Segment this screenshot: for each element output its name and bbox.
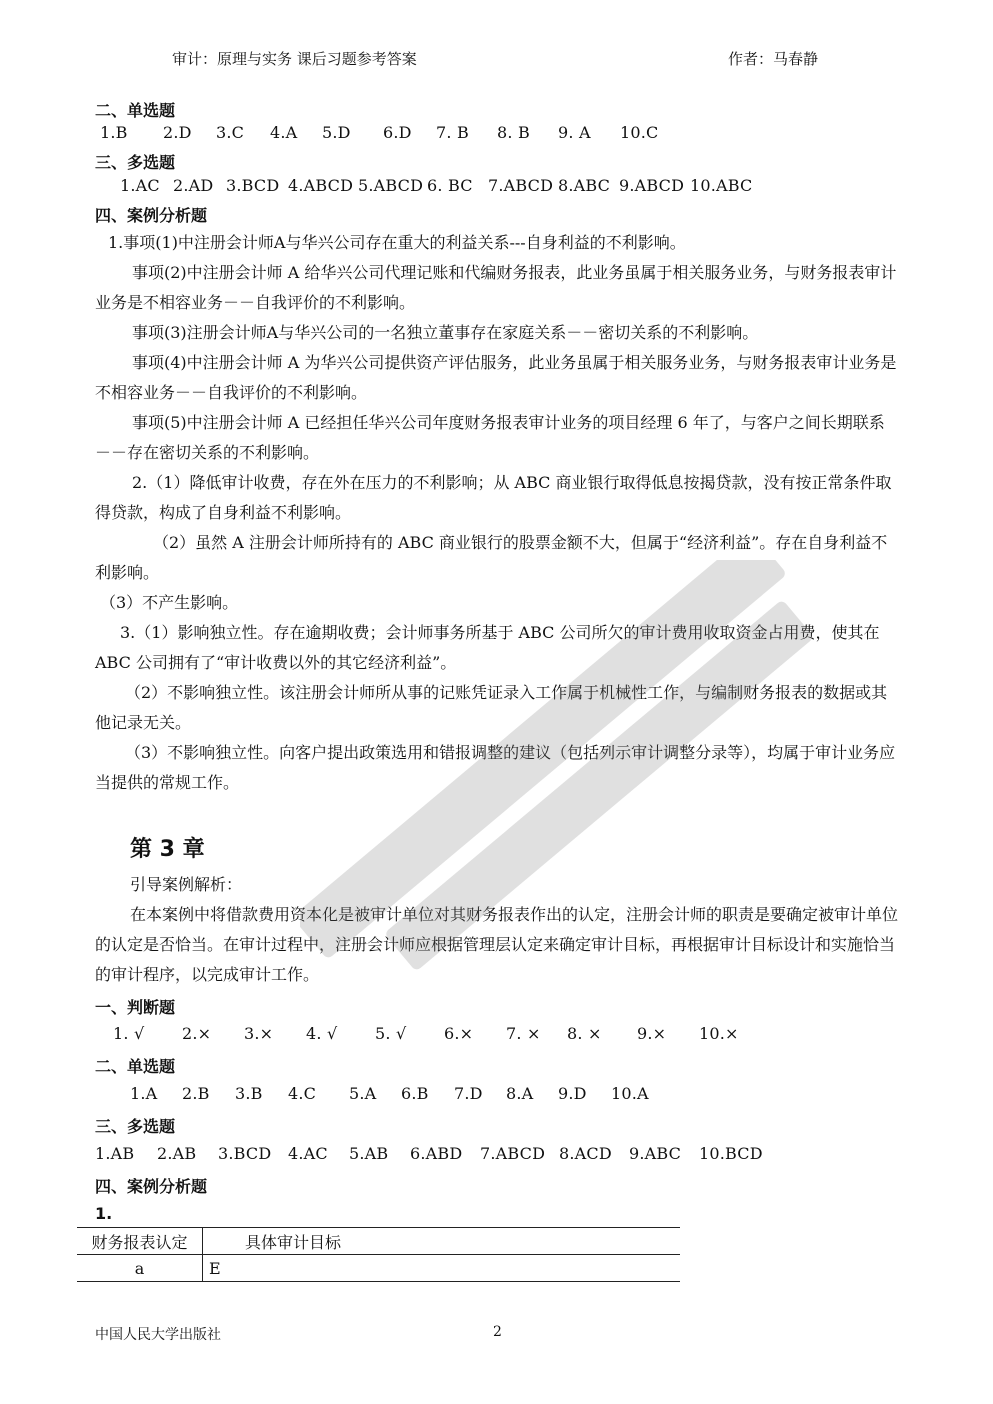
case2-item1: 2.（1）降低审计收费，存在外在压力的不利影响；从 ABC 商业银行取得低息按揭贷款，没有按正常条件取得贷款，构成了自身利益不利影响。 (95, 473, 892, 522)
answer: 1.AB (95, 1144, 135, 1163)
case3-item2: （2）不影响独立性。该注册会计师所从事的记账凭证录入工作属于机械性工作，与编制财务报表的数据或其他记录无关。 (95, 683, 888, 732)
answer: 3.BCD (218, 1144, 272, 1163)
answer: 10.A (611, 1084, 649, 1103)
chapter-title: 第 3 章 (130, 837, 205, 862)
case2-item2: （2）虽然 A 注册会计师所持有的 ABC 商业银行的股票金额不大，但属于“经济利益”。存在自身利益不利影响。 (95, 533, 888, 582)
answer: 8. B (497, 123, 530, 142)
answer: 7.ABCD (480, 1144, 546, 1163)
header-title: 审计：原理与实务 课后习题参考答案 (172, 50, 417, 68)
answer: 8.A (506, 1084, 534, 1103)
table-row (77, 1255, 680, 1282)
case1-item2: 事项(2)中注册会计师 A 给华兴公司代理记账和代编财务报表，此业务虽属于相关服务业务，与财务报表审计业务是不相容业务－－自我评价的不利影响。 (95, 263, 897, 312)
answer: 8. × (567, 1024, 602, 1043)
intro-label: 引导案例解析： (130, 875, 243, 894)
answer: 7.ABCD (488, 176, 554, 195)
answer: 2.B (182, 1084, 210, 1103)
answer: 2.AB (157, 1144, 197, 1163)
section-case-analysis: 四、案例分析题 (95, 206, 208, 225)
table-header-row (77, 1228, 680, 1255)
page-number: 2 (493, 1324, 502, 1340)
answer: 9. A (558, 123, 591, 142)
assertion-table (77, 1227, 680, 1282)
answer: 6.B (401, 1084, 429, 1103)
answer: 7.D (454, 1084, 483, 1103)
answer: 5.D (322, 123, 351, 142)
answer: 5.ABCD (358, 176, 424, 195)
section-single-choice-ch3: 二、单选题 (95, 1057, 176, 1076)
answer: 5.A (349, 1084, 377, 1103)
case1-item5: 事项(5)中注册会计师 A 已经担任华兴公司年度财务报表审计业务的项目经理 6 年了，与客户之间长期联系－－存在密切关系的不利影响。 (95, 413, 885, 462)
intro-text: 在本案例中将借款费用资本化是被审计单位对其财务报表作出的认定，注册会计师的职责是要确定被审计单位的认定是否恰当。在审计过程中，注册会计师应根据管理层认定来确定审计目标，再根据审计目标设计和实施恰当的审计程序，以完成审计工作。 (95, 905, 899, 984)
answer: 10.BCD (699, 1144, 763, 1163)
answer: 4.AC (288, 1144, 328, 1163)
answer: 10.ABC (690, 176, 753, 195)
answer: 10.C (620, 123, 659, 142)
answer: 1.AC (120, 176, 160, 195)
answer: 6.ABD (410, 1144, 463, 1163)
answer: 6.× (444, 1024, 474, 1043)
answer: 3.C (216, 123, 245, 142)
answer: 5.AB (349, 1144, 389, 1163)
answer: 2.D (163, 123, 192, 142)
case1-item1: 1.事项(1)中注册会计师A与华兴公司存在重大的利益关系---自身利益的不利影响。 (108, 233, 686, 252)
table-header-cell: 财务报表认定 (77, 1228, 203, 1255)
section-multi-choice-ch3: 三、多选题 (95, 1117, 176, 1136)
answer: 3.BCD (226, 176, 280, 195)
case-number: 1. (95, 1204, 113, 1223)
answer: 10.× (699, 1024, 739, 1043)
answer: 9.ABC (629, 1144, 682, 1163)
case2-item3: （3）不产生影响。 (100, 593, 239, 612)
answer: 8.ACD (559, 1144, 612, 1163)
case1-item3: 事项(3)注册会计师A与华兴公司的一名独立董事存在家庭关系－－密切关系的不利影响。 (132, 323, 759, 342)
case3-item1: 3.（1）影响独立性。存在逾期收费；会计师事务所基于 ABC 公司所欠的审计费用收取资金占用费，使其在 ABC 公司拥有了“审计收费以外的其它经济利益”。 (95, 623, 880, 672)
answer: 9.× (637, 1024, 667, 1043)
answer: 2.AD (173, 176, 214, 195)
answer: 7. × (506, 1024, 541, 1043)
answer: 5. √ (375, 1024, 407, 1043)
answer: 4. √ (306, 1024, 338, 1043)
answer: 4.ABCD (288, 176, 354, 195)
table-cell: a (77, 1255, 203, 1282)
answer: 1.B (100, 123, 128, 142)
answer: 1. √ (113, 1024, 145, 1043)
answer: 3.× (244, 1024, 274, 1043)
answer: 2.× (182, 1024, 212, 1043)
section-multi-choice: 三、多选题 (95, 153, 176, 172)
section-single-choice: 二、单选题 (95, 101, 176, 120)
answer: 4.C (288, 1084, 317, 1103)
table-header-cell: 具体审计目标 (203, 1228, 681, 1255)
table-cell: E (203, 1255, 681, 1282)
section-true-false: 一、判断题 (95, 998, 176, 1017)
case3-item3: （3）不影响独立性。向客户提出政策选用和错报调整的建议（包括列示审计调整分录等），均属于审计业务应当提供的常规工作。 (95, 743, 896, 792)
case1-item4: 事项(4)中注册会计师 A 为华兴公司提供资产评估服务，此业务虽属于相关服务业务，与财务报表审计业务是不相容业务－－自我评价的不利影响。 (95, 353, 897, 402)
answer: 3.B (235, 1084, 263, 1103)
answer: 7. B (436, 123, 469, 142)
footer-publisher: 中国人民大学出版社 (95, 1327, 221, 1343)
answer: 6. BC (427, 176, 473, 195)
header-author: 作者：马春静 (728, 50, 819, 68)
answer: 4.A (270, 123, 298, 142)
section-case-analysis-ch3: 四、案例分析题 (95, 1177, 208, 1196)
answer: 9.ABCD (619, 176, 685, 195)
answer: 6.D (383, 123, 412, 142)
answer: 9.D (558, 1084, 587, 1103)
answer: 8.ABC (558, 176, 611, 195)
answer: 1.A (130, 1084, 158, 1103)
